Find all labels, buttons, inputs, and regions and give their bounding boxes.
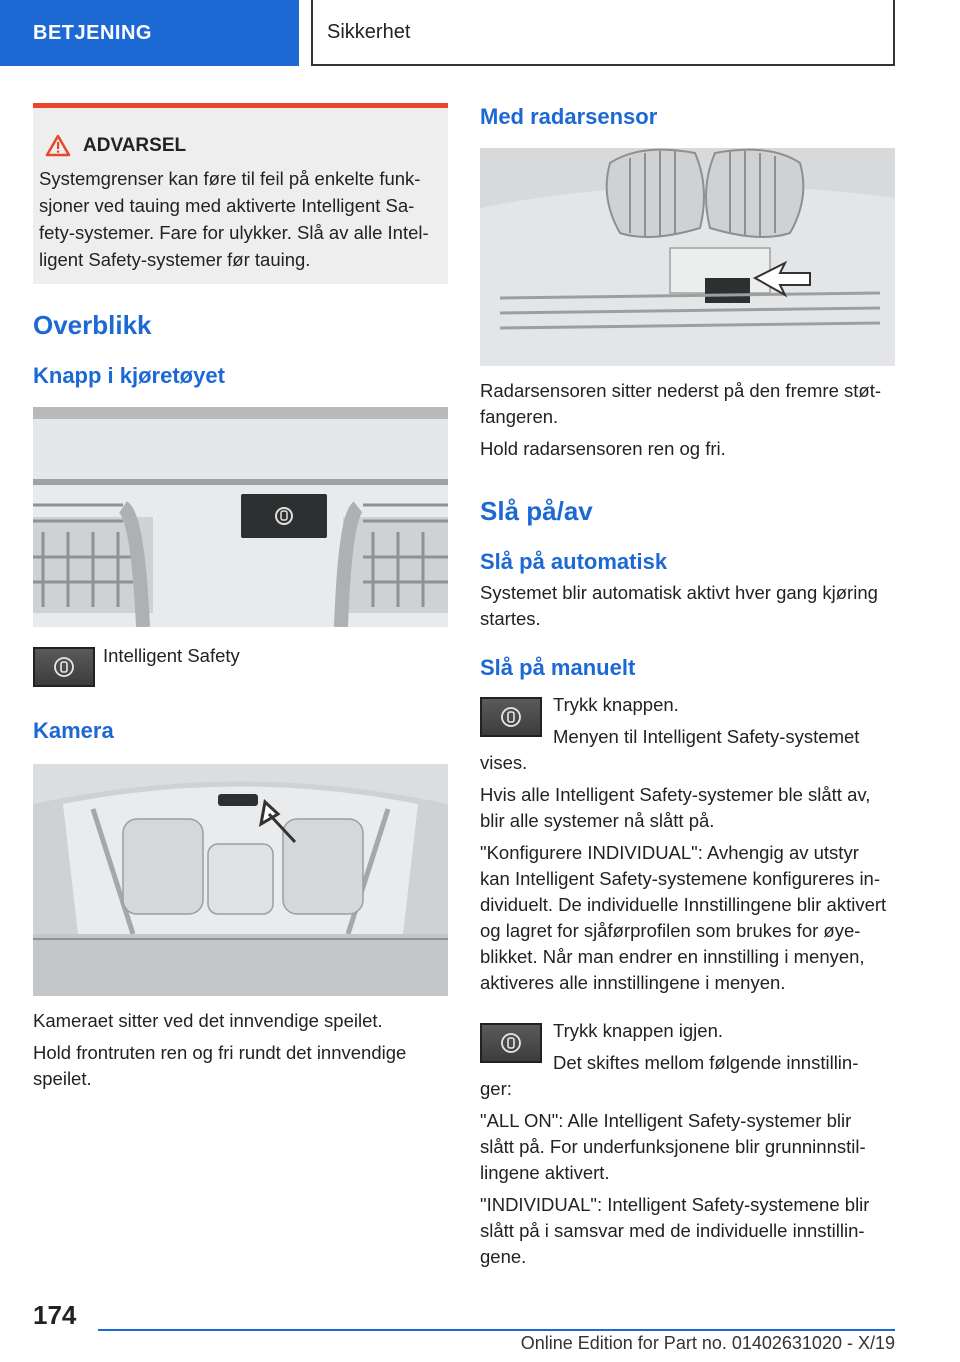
manual-step-row [480,692,895,750]
auto-line: startes. [480,608,541,629]
on-off-heading: Slå på/av [480,496,593,526]
manual-line: blir alle systemer nå slått på. [480,810,715,831]
page-number: 174 [33,1300,77,1330]
step2-cont-line: "INDIVIDUAL": Intelligent Safety-systemene blir [480,1194,870,1215]
manual-line: og lagret for sjåførprofilen som brukes for øye- [480,920,861,941]
warning-text [39,165,440,273]
warning-line: Systemgrenser kan føre til feil på enkelte funk- [39,168,421,189]
manual-line: vises. [480,752,528,773]
front-bumper-illustration [480,148,895,366]
auto-on-heading: Slå på automatisk [480,549,668,574]
safety-button-icon [480,697,542,737]
safety-icon [500,706,522,728]
radar-line: fangeren. [480,406,559,427]
manual-continued-text [480,750,895,996]
camera-line: speilet. [33,1068,92,1089]
dashboard-button-image [33,407,448,627]
dashboard-illustration [33,407,448,627]
manual-line: aktiveres alle innstillingene i menyen. [480,972,786,993]
radar-line: Radarsensoren sitter nederst på den fremre støt- [480,380,882,401]
right-column [480,103,895,1270]
left-column [33,103,448,1092]
warning-triangle-icon [45,134,71,157]
manual-line: kan Intelligent Safety-systemene konfigureres in- [480,868,881,889]
manual-step1b: Menyen til Intelligent Safety-systemet [553,726,860,747]
auto-line: Systemet blir automatisk aktivt hver gang kjøring [480,582,878,603]
warning-title-text: ADVARSEL [83,134,187,156]
radar-image [480,148,895,366]
step2-cont-line: slått på i samsvar med de individuelle innstillin- [480,1220,865,1241]
footer-edition: Online Edition for Part no. 01402631020 - X/19 [520,1333,895,1353]
overview-heading: Overblikk [33,310,152,340]
safety-icon [53,656,75,678]
camera-line: Kameraet sitter ved det innvendige speilet. [33,1010,383,1031]
warning-box [33,103,448,284]
manual-line: "Konfigurere INDIVIDUAL": Avhengig av utstyr [480,842,859,863]
intelligent-safety-button-icon [33,647,95,687]
button-in-vehicle-heading: Knapp i kjøretøyet [33,363,225,388]
manual-step-text [553,692,859,750]
radar-heading: Med radarsensor [480,104,658,129]
manual-line: blikket. Når man endrer en innstilling i menyen, [480,946,865,967]
warning-line: fety-systemer. Fare for ulykker. Slå av alle Intel- [39,222,429,243]
step2-cont-line: lingene aktivert. [480,1162,610,1183]
step2-row [480,1018,895,1076]
manual-line: dividuelt. De individuelle Innstillingene blir aktivert [480,894,887,915]
step2-line: Trykk knappen igjen. [553,1020,724,1041]
step2-continued-text [480,1076,895,1270]
intelligent-safety-caption: Intelligent Safety [103,645,240,666]
camera-image [33,764,448,996]
step2b-line: Det skiftes mellom følgende innstillin- [553,1052,859,1073]
manual-step1: Trykk knappen. [553,694,679,715]
step2-cont-line: ger: [480,1078,512,1099]
step2-cont-line: "ALL ON": Alle Intelligent Safety-systemer blir [480,1110,852,1131]
interior-illustration [33,764,448,996]
warning-title [45,134,440,157]
warning-line: ligent Safety-systemer før tauing. [39,249,311,270]
camera-heading: Kamera [33,718,114,743]
footer-divider [98,1329,895,1331]
camera-text [33,1008,448,1092]
header-section: BETJENING [0,0,299,66]
step2-text [553,1018,858,1076]
step2-cont-line: gene. [480,1246,527,1267]
radar-text [480,378,895,462]
auto-text [480,580,895,632]
safety-icon [500,1032,522,1054]
step2-cont-line: slått på. For underfunksjonene blir grunninnstil- [480,1136,866,1157]
camera-line: Hold frontruten ren og fri rundt det innvendige [33,1042,407,1063]
header-subsection: Sikkerhet [311,0,895,66]
intelligent-safety-button-row [33,647,448,687]
radar-line: Hold radarsensoren ren og fri. [480,438,726,459]
manual-on-heading: Slå på manuelt [480,655,636,680]
warning-line: sjoner ved tauing med aktiverte Intelligent Sa- [39,195,415,216]
manual-line: Hvis alle Intelligent Safety-systemer ble slått av, [480,784,871,805]
safety-button-icon-2 [480,1023,542,1063]
